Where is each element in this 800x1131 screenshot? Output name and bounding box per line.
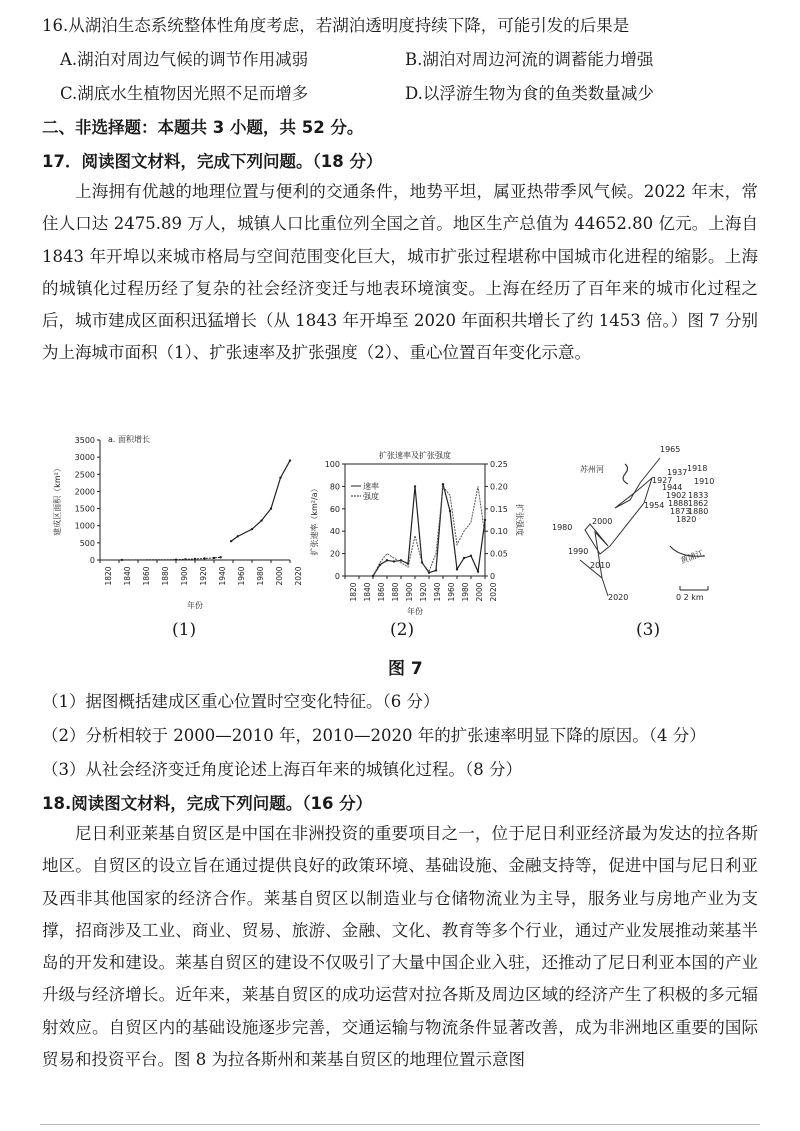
suzhou-river [623,464,628,484]
q18-paragraph: 尼日利亚莱基自贸区是中国在非洲投资的重要项目之一，位于尼日利亚经济最为发达的拉各斯地区。自贸区的设立旨在通过提供良好的政策环境、基础设施、金融支持等，促进中国与尼日利亚及西非其他国家的经济合作。莱基自贸区以制造业与仓储物流业为主导，服务业与房地产业为支撑，招商涉及工业、商业、贸易、旅游、金融、文化、教育等多个行业，通过产业发展推动莱基半岛的开发和建设。莱基自贸区的建设不仅吸引了大量中国企业入驻，还推动了尼日利亚本国的产业升级与经济增长。近年来，莱基自贸区的成功运营对拉各斯及周边区域的经济产生了积极的多元辐射效应。自贸区内的基础设施逐步完善，交通运输与物流条件显著改善，成为非洲地区重要的国际贸易和投资平台。图 8 为拉各斯州和莱基自贸区的地理位置示意图 [42,824,758,1070]
map-year-2010: 2010 [590,561,611,570]
x-tick-label: 2020 [489,582,498,602]
data-point [289,459,291,461]
map-year-1902: 1902 [666,491,687,500]
rate-point [407,562,409,564]
y-tick-label: 2500 [74,470,95,480]
map-year-1862: 1862 [688,499,709,508]
y-axis-label: 扩张速率（km²/a） [310,484,319,556]
series-line [231,461,290,542]
figure-7-caption: 图 7 [388,659,423,679]
data-point [251,528,253,530]
page-bottom-rule [40,1124,760,1125]
rate-point [393,560,395,562]
x-tick-label: 1920 [419,582,428,602]
map-year-1927: 1927 [652,476,673,485]
map-year-1873: 1873 [670,507,691,516]
y2-tick-label: 0.10 [490,527,508,537]
rate-point [421,561,423,563]
x-tick-label: 2020 [294,566,303,586]
legend-intensity: 强度 [363,492,379,501]
y-tick-label: 3000 [74,453,95,463]
chart-area-growth [52,434,303,610]
map-year-1990: 1990 [568,547,589,556]
y-tick-label: 1500 [74,504,95,514]
centroid-path [580,458,660,596]
map-label-huangpu: 黄浦江 [679,548,705,566]
series-intensity-line [373,486,485,576]
x-tick-label: 1840 [363,582,372,602]
y-tick-label: 3500 [74,436,95,445]
rate-point [463,557,465,559]
x-tick-label: 1880 [161,566,170,586]
rate-point [470,555,472,557]
q17-title: 17．阅读图文材料，完成下列问题。（18 分） [42,152,383,171]
x-tick-label: 1820 [104,566,113,586]
map-year-1910: 1910 [694,477,715,486]
y-tick-label: 2000 [74,487,95,497]
y-tick-label: 0 [89,556,95,565]
x-tick-label: 1920 [199,566,208,586]
map-year-1954: 1954 [644,501,665,510]
x-tick-label: 1860 [377,582,386,602]
x-tick-label: 2000 [275,566,284,586]
map-year-1965: 1965 [660,445,681,454]
q17-sub-1: （1）据图概括建成区重心位置时空变化特征。（6 分） [42,692,440,711]
rate-point [414,485,416,487]
data-point [194,558,196,560]
map-center-of-gravity [552,445,714,602]
map-year-1980: 1980 [552,523,573,532]
map-year-1944: 1944 [662,483,683,492]
data-point [279,477,281,479]
x-tick-label: 1820 [349,582,358,602]
section-2-title: 二、非选择题：本题共 3 小题，共 52 分。 [42,118,364,137]
map-year-1888: 1888 [668,499,689,508]
series-rate-line [373,484,485,576]
data-point [260,519,262,521]
data-point [184,558,186,560]
x-tick-label: 1940 [433,582,442,602]
q17-sub-3: （3）从社会经济变迁角度论述上海百年来的城镇化过程。（8 分） [42,760,522,779]
rate-point [435,569,437,571]
rate-point [400,559,402,561]
panel-label-1: (1) [172,620,197,640]
data-point [213,557,215,559]
rate-point [484,519,486,521]
x-axis-label: 年份 [187,601,203,610]
rate-point [428,571,430,573]
map-year-1918: 1918 [687,464,708,473]
x-tick-label: 1980 [256,566,265,586]
chart-expansion-rate [309,450,525,616]
map-year-1937: 1937 [667,468,688,477]
y-tick-label: 0 [334,572,340,581]
data-point [270,507,272,509]
x-tick-label: 1960 [447,582,456,602]
q17-sub-2: （2）分析相较于 2000—2010 年，2010—2020 年的扩张速率明显下降的原因。（4 分） [42,726,706,745]
data-point [175,558,177,560]
chart-title: 扩张速率及扩张强度 [379,451,451,460]
data-point [203,557,205,559]
x-axis-label: 年份 [407,607,423,616]
x-tick-label: 1860 [142,566,151,586]
q17-paragraph: 上海拥有优越的地理位置与便利的交通条件，地势平坦，属亚热带季风气候。2022 年末，常住人口达 2475.89 万人，城镇人口比重位列全国之首。地区生产总值为 44652.80 亿元。上海自 1843 年开埠以来城市格局与空间范围变化巨大，城市扩张过程堪称中国城市化进程的缩影。上海的城镇化过程历经了复杂的社会经济变迁与地表环境演变。上海在经历了百年来的城市化过程之后，城市建成区面积迅猛增长（从 1843 年开埠至 2020 年面积共增长了约 1453 倍。）图 7 分别为上海城市面积（1）、扩张速率及扩张强度（2）、重心位置百年变化示意。 [42,182,758,363]
data-point [121,559,123,561]
data-point [219,556,221,558]
rate-point [379,564,381,566]
q16-option-c: C.湖底水生植物因光照不足而增多 [60,84,309,103]
map-label-suzhou: 苏州河 [580,465,604,474]
x-tick-label: 1940 [218,566,227,586]
q16-option-a: A.湖泊对周边气候的调节作用减弱 [60,50,309,69]
q18-title: 18.阅读图文材料，完成下列问题。（16 分） [42,794,373,813]
y-tick-label: 100 [324,460,340,469]
y-tick-label: 40 [329,527,340,537]
data-point [237,535,239,537]
panel-label-3: (3) [636,620,661,640]
map-year-1880: 1880 [688,507,709,516]
rate-point [372,575,374,577]
y2-tick-label: 0 [490,572,496,581]
x-tick-label: 1880 [391,582,400,602]
y2-tick-label: 0.15 [490,504,508,514]
y-axis-label: 建成区面积（km²） [53,464,62,536]
q16-stem: 16.从湖泊生态系统整体性角度考虑，若湖泊透明度持续下降，可能引发的后果是 [42,16,630,35]
y2-tick-label: 0.05 [490,549,508,559]
y-tick-label: 500 [79,538,95,548]
legend-rate: 速率 [363,482,379,491]
y-tick-label: 60 [329,504,340,514]
y-tick-label: 80 [329,482,340,492]
figure-7 [40,428,760,628]
rate-point [386,559,388,561]
chart-title: a. 面积增长 [108,435,150,444]
map-year-2020: 2020 [608,593,629,602]
x-tick-label: 1840 [123,566,132,586]
rate-point [442,483,444,485]
x-tick-label: 2000 [475,582,484,602]
map-year-2000: 2000 [592,517,613,526]
y2-tick-label: 0.20 [490,482,508,492]
map-year-1820: 1820 [676,515,697,524]
q16-option-b: B.湖泊对周边河流的调蓄能力增强 [405,50,654,69]
rate-point [477,570,479,572]
rate-point [456,568,458,570]
x-tick-label: 1960 [237,566,246,586]
rate-point [449,510,451,512]
y2-tick-label: 0.25 [490,460,508,469]
q16-option-d: D.以浮游生物为食的鱼类数量减少 [405,84,654,103]
y-tick-label: 1000 [74,521,95,531]
map-year-1833: 1833 [688,491,709,500]
y2-axis-label: 扩张强度 [515,504,524,536]
x-tick-label: 1980 [461,582,470,602]
scale-label: 0 2 km [676,593,704,602]
y-tick-label: 20 [329,549,340,559]
x-tick-label: 1900 [405,582,414,602]
data-point [230,540,232,542]
x-tick-label: 1900 [180,566,189,586]
panel-label-2: (2) [390,620,415,640]
